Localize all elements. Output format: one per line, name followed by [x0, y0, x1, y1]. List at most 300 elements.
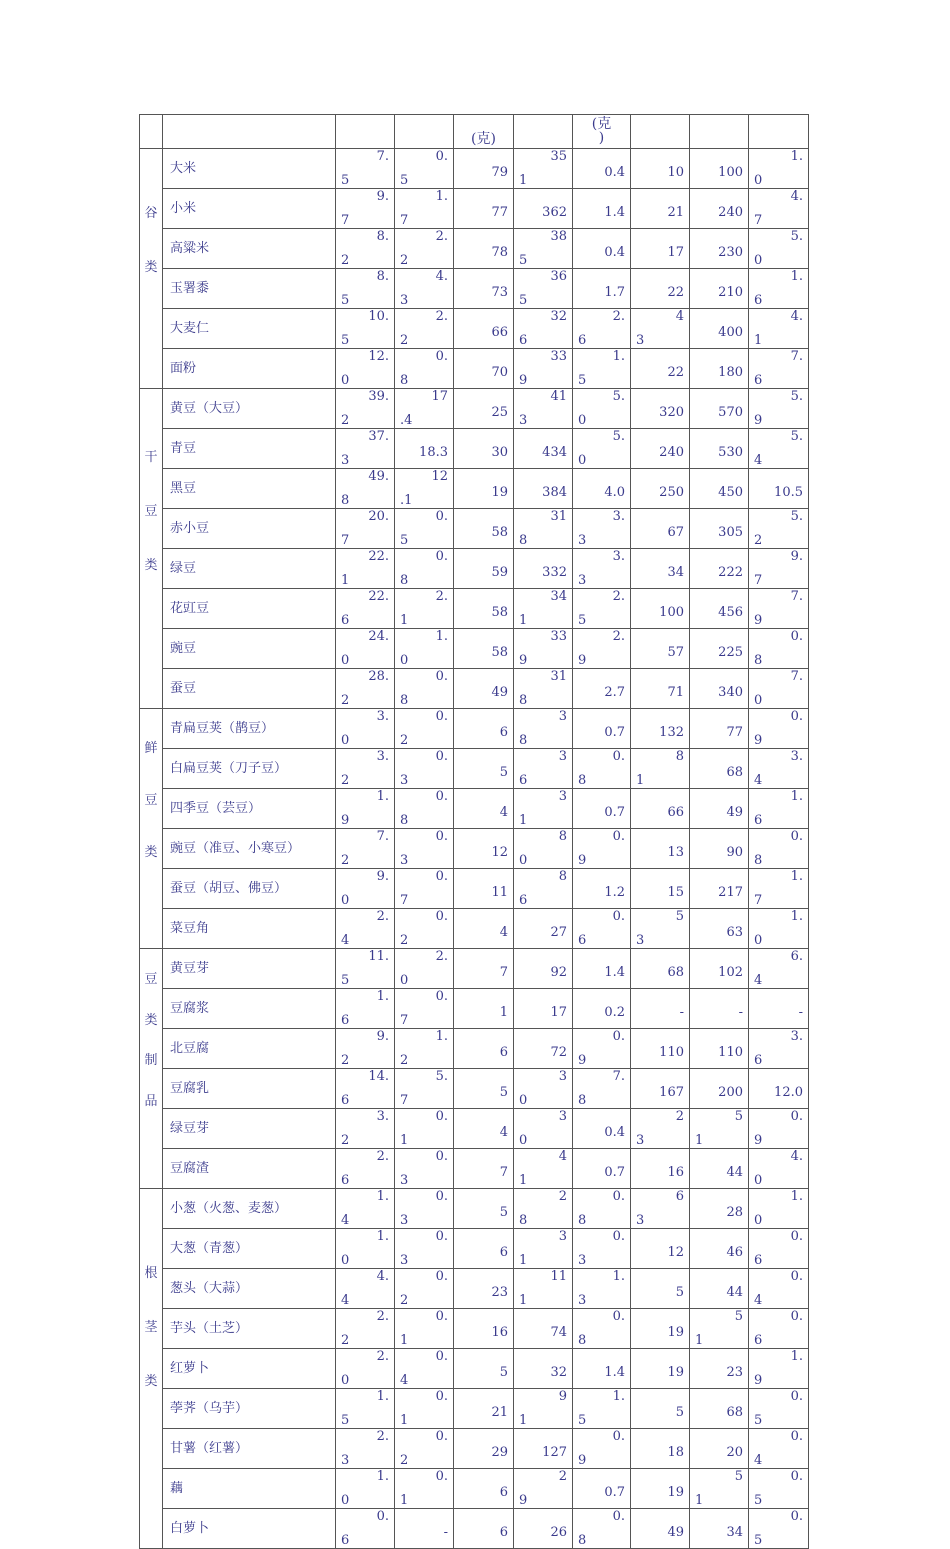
- value-part-upper: 3.: [376, 709, 389, 724]
- value-cell: [395, 189, 454, 229]
- value-cell: 320: [631, 389, 690, 429]
- category-char: 豆: [144, 504, 158, 519]
- value-part-upper: 2.: [376, 909, 389, 924]
- value-part-upper: 0.: [790, 1429, 803, 1444]
- header-row: [140, 115, 809, 149]
- food-name: 豌豆: [163, 629, 336, 669]
- value-cell: [336, 389, 395, 429]
- value-cell: 77: [454, 189, 514, 229]
- value-cell: 73: [454, 269, 514, 309]
- value-cell: [395, 509, 454, 549]
- value-cell: [395, 1229, 454, 1269]
- food-name: 面粉: [163, 349, 336, 389]
- value-cell: [395, 1149, 454, 1189]
- category-cell: [140, 149, 163, 389]
- value-part-lower: 3: [636, 1133, 645, 1148]
- value-cell: 0.2: [573, 989, 631, 1029]
- value-cell: [514, 349, 573, 389]
- value-cell: [395, 1029, 454, 1069]
- value-cell: [749, 629, 809, 669]
- value-cell: 4: [454, 789, 514, 829]
- value-cell: [749, 229, 809, 269]
- value-cell: 10.5: [749, 469, 809, 509]
- table-row: [140, 949, 809, 989]
- value-cell: 362: [514, 189, 573, 229]
- value-cell: 5: [631, 1269, 690, 1309]
- value-part-lower: 6: [754, 373, 763, 388]
- value-cell: [749, 869, 809, 909]
- value-part-lower: 7: [754, 213, 763, 228]
- table-row: [140, 1189, 809, 1229]
- value-cell: [573, 429, 631, 469]
- value-part-upper: 4.: [376, 1269, 389, 1284]
- value-part-upper: 0.: [790, 1509, 803, 1524]
- value-part-lower: 7: [754, 573, 763, 588]
- value-cell: [573, 309, 631, 349]
- value-part-lower: 2: [341, 773, 350, 788]
- value-part-lower: 9: [578, 853, 587, 868]
- value-cell: [749, 1509, 809, 1549]
- value-part-upper: 9: [558, 1389, 567, 1404]
- value-part-lower: 5: [578, 613, 587, 628]
- value-part-lower: 8: [400, 693, 409, 708]
- value-part-upper: 1.: [790, 1189, 803, 1204]
- value-part-upper: 2.: [435, 229, 448, 244]
- value-cell: -: [395, 1509, 454, 1549]
- category-char: 豆: [144, 793, 158, 808]
- value-part-upper: 0.: [435, 1229, 448, 1244]
- value-cell: 23: [454, 1269, 514, 1309]
- value-cell: [336, 309, 395, 349]
- value-cell: [631, 749, 690, 789]
- value-part-upper: 10.: [368, 309, 389, 324]
- value-part-lower: 9: [578, 1053, 587, 1068]
- value-cell: 6: [454, 1509, 514, 1549]
- value-cell: 74: [514, 1309, 573, 1349]
- value-cell: 19: [631, 1469, 690, 1509]
- value-cell: [336, 869, 395, 909]
- value-cell: [336, 509, 395, 549]
- value-part-upper: 0.: [790, 1469, 803, 1484]
- value-cell: 71: [631, 669, 690, 709]
- value-part-upper: 0.: [790, 629, 803, 644]
- value-part-upper: 0.: [612, 1189, 625, 1204]
- header-cell: [514, 115, 573, 149]
- value-part-lower: 2: [341, 253, 350, 268]
- value-part-upper: 3.: [376, 749, 389, 764]
- value-part-upper: 37.: [368, 429, 389, 444]
- value-cell: 0.7: [573, 789, 631, 829]
- value-part-lower: 6: [341, 1013, 350, 1028]
- value-part-upper: 9.: [376, 189, 389, 204]
- table-row: [140, 469, 809, 509]
- value-part-lower: 6: [578, 933, 587, 948]
- value-cell: [573, 1429, 631, 1469]
- value-cell: [749, 909, 809, 949]
- value-part-upper: 2.: [435, 309, 448, 324]
- value-cell: [749, 1469, 809, 1509]
- value-cell: 13: [631, 829, 690, 869]
- value-part-lower: 8: [578, 1333, 587, 1348]
- header-cell: [454, 115, 514, 149]
- value-part-upper: 0.: [612, 749, 625, 764]
- value-cell: [336, 1229, 395, 1269]
- value-part-lower: 8: [578, 773, 587, 788]
- value-cell: [573, 1269, 631, 1309]
- value-part-upper: 2.: [612, 629, 625, 644]
- value-part-lower: 6: [578, 333, 587, 348]
- value-cell: 46: [690, 1229, 749, 1269]
- food-name: 大米: [163, 149, 336, 189]
- value-part-lower: 4: [754, 453, 763, 468]
- value-cell: 0.4: [573, 1109, 631, 1149]
- value-cell: 0.7: [573, 1469, 631, 1509]
- value-cell: [573, 1189, 631, 1229]
- value-part-lower: 3: [400, 1213, 409, 1228]
- value-part-lower: 7: [400, 1013, 409, 1028]
- value-cell: [573, 1229, 631, 1269]
- value-part-upper: 2.: [612, 309, 625, 324]
- value-cell: [573, 549, 631, 589]
- value-cell: 12: [631, 1229, 690, 1269]
- value-cell: [573, 589, 631, 629]
- table-row: [140, 429, 809, 469]
- value-cell: 21: [454, 1389, 514, 1429]
- value-part-upper: 0.: [435, 1189, 448, 1204]
- value-part-upper: 5.: [790, 509, 803, 524]
- value-cell: 400: [690, 309, 749, 349]
- value-cell: 450: [690, 469, 749, 509]
- value-part-lower: 1: [400, 1333, 409, 1348]
- value-part-lower: 5: [578, 1413, 587, 1428]
- value-part-lower: 0: [341, 733, 350, 748]
- value-cell: 57: [631, 629, 690, 669]
- value-part-lower: 5: [341, 1413, 350, 1428]
- value-cell: 27: [514, 909, 573, 949]
- food-name: 黑豆: [163, 469, 336, 509]
- value-part-lower: 0: [754, 693, 763, 708]
- category-cell: [140, 389, 163, 709]
- value-cell: 49: [454, 669, 514, 709]
- value-part-upper: 5.: [790, 429, 803, 444]
- value-cell: 384: [514, 469, 573, 509]
- value-cell: 7: [454, 1149, 514, 1189]
- value-cell: 66: [454, 309, 514, 349]
- value-cell: 21: [631, 189, 690, 229]
- value-part-upper: 8.: [376, 269, 389, 284]
- value-cell: [749, 589, 809, 629]
- food-name: 赤小豆: [163, 509, 336, 549]
- value-part-upper: 7.: [376, 149, 389, 164]
- value-part-upper: 35: [550, 149, 567, 164]
- value-cell: 0.7: [573, 709, 631, 749]
- value-part-lower: 5: [341, 293, 350, 308]
- value-part-upper: 1.: [790, 789, 803, 804]
- value-part-upper: 5: [675, 909, 684, 924]
- value-cell: [336, 749, 395, 789]
- category-char: 类: [144, 260, 158, 275]
- food-name: 黄豆（大豆）: [163, 389, 336, 429]
- category-char: 品: [144, 1093, 158, 1109]
- value-cell: [514, 829, 573, 869]
- value-cell: [749, 1429, 809, 1469]
- value-cell: 167: [631, 1069, 690, 1109]
- category-char: 制: [144, 1053, 158, 1069]
- value-cell: 240: [690, 189, 749, 229]
- value-cell: [749, 1269, 809, 1309]
- value-part-lower: 7: [400, 213, 409, 228]
- value-cell: [395, 1189, 454, 1229]
- value-part-upper: 0.: [376, 1509, 389, 1524]
- value-cell: 68: [690, 749, 749, 789]
- table-row: [140, 909, 809, 949]
- value-part-upper: 2.: [435, 949, 448, 964]
- table-row: [140, 1429, 809, 1469]
- food-name: 豆腐渣: [163, 1149, 336, 1189]
- value-part-lower: 6: [341, 1533, 350, 1548]
- value-part-upper: 41: [550, 389, 567, 404]
- value-part-upper: 2.: [435, 589, 448, 604]
- value-part-upper: 7.: [790, 669, 803, 684]
- value-cell: [514, 789, 573, 829]
- value-cell: [749, 1389, 809, 1429]
- value-part-lower: 5: [400, 533, 409, 548]
- value-part-lower: .4: [400, 413, 413, 428]
- value-part-lower: 1: [519, 1173, 528, 1188]
- value-part-lower: 0: [400, 973, 409, 988]
- value-cell: 58: [454, 589, 514, 629]
- value-part-lower: 1: [341, 573, 350, 588]
- value-part-lower: 3: [636, 333, 645, 348]
- value-cell: [631, 309, 690, 349]
- value-part-lower: 6: [754, 293, 763, 308]
- value-cell: 100: [690, 149, 749, 189]
- food-name: 荸荠（乌芋）: [163, 1389, 336, 1429]
- value-cell: [395, 909, 454, 949]
- value-part-lower: 0: [754, 1213, 763, 1228]
- value-cell: [395, 549, 454, 589]
- header-label: (克): [471, 131, 496, 147]
- value-cell: 92: [514, 949, 573, 989]
- value-cell: 19: [631, 1309, 690, 1349]
- value-part-upper: 3: [558, 1109, 567, 1124]
- value-part-lower: 7: [341, 213, 350, 228]
- category-char: 豆: [144, 972, 158, 988]
- value-part-lower: 2: [400, 1053, 409, 1068]
- table-row: [140, 1269, 809, 1309]
- value-cell: [514, 589, 573, 629]
- value-cell: [514, 509, 573, 549]
- header-cell: [336, 115, 395, 149]
- header-cell: [140, 115, 163, 149]
- value-cell: 23: [690, 1349, 749, 1389]
- value-part-lower: 5: [341, 173, 350, 188]
- value-part-lower: 3: [578, 1293, 587, 1308]
- value-part-upper: 6.: [790, 949, 803, 964]
- food-name: 高粱米: [163, 229, 336, 269]
- value-part-lower: 1: [400, 1413, 409, 1428]
- value-cell: [514, 1189, 573, 1229]
- value-part-upper: 2.: [612, 589, 625, 604]
- value-part-lower: 8: [341, 493, 350, 508]
- value-part-upper: 8: [558, 829, 567, 844]
- table-row: [140, 749, 809, 789]
- value-cell: [395, 1389, 454, 1429]
- value-cell: [395, 1069, 454, 1109]
- value-part-upper: 1.: [376, 789, 389, 804]
- value-part-lower: 5: [578, 373, 587, 388]
- value-part-lower: 8: [519, 693, 528, 708]
- value-cell: 25: [454, 389, 514, 429]
- value-cell: [336, 1029, 395, 1069]
- value-cell: 20: [690, 1429, 749, 1469]
- table-row: [140, 309, 809, 349]
- value-part-lower: 5: [519, 293, 528, 308]
- value-cell: [336, 709, 395, 749]
- value-cell: [336, 349, 395, 389]
- value-part-upper: 0.: [790, 709, 803, 724]
- value-cell: [573, 1309, 631, 1349]
- value-cell: 305: [690, 509, 749, 549]
- value-cell: [573, 629, 631, 669]
- value-cell: 72: [514, 1029, 573, 1069]
- header-cell: [631, 115, 690, 149]
- value-cell: 32: [514, 1349, 573, 1389]
- value-cell: [336, 1389, 395, 1429]
- table-row: [140, 1389, 809, 1429]
- value-cell: 68: [631, 949, 690, 989]
- table-row: [140, 869, 809, 909]
- value-part-lower: 2: [754, 533, 763, 548]
- table-row: [140, 589, 809, 629]
- table-row: [140, 709, 809, 749]
- value-cell: [336, 589, 395, 629]
- value-part-lower: 2: [341, 1333, 350, 1348]
- value-cell: [749, 389, 809, 429]
- value-part-upper: 3: [558, 1069, 567, 1084]
- value-cell: 340: [690, 669, 749, 709]
- value-cell: [336, 269, 395, 309]
- value-cell: [395, 1349, 454, 1389]
- value-part-upper: 1.: [790, 269, 803, 284]
- value-part-upper: 1.: [376, 1469, 389, 1484]
- value-part-lower: 3: [400, 773, 409, 788]
- value-part-upper: 31: [550, 669, 567, 684]
- value-part-upper: 32: [550, 309, 567, 324]
- value-cell: 18.3: [395, 429, 454, 469]
- value-cell: 2.7: [573, 669, 631, 709]
- value-part-lower: 3: [636, 933, 645, 948]
- value-part-upper: 4.: [435, 269, 448, 284]
- value-part-upper: 0.: [435, 1309, 448, 1324]
- value-cell: [514, 1389, 573, 1429]
- value-part-upper: 0.: [435, 669, 448, 684]
- value-cell: 70: [454, 349, 514, 389]
- value-part-lower: 3: [400, 853, 409, 868]
- nutrition-table: [139, 114, 809, 1549]
- value-cell: 240: [631, 429, 690, 469]
- value-part-lower: 0: [578, 413, 587, 428]
- food-name: 葱头（大蒜）: [163, 1269, 336, 1309]
- header-cell: [573, 115, 631, 149]
- food-name: 白扁豆荚（刀子豆）: [163, 749, 336, 789]
- value-part-lower: 8: [578, 1213, 587, 1228]
- value-cell: [336, 189, 395, 229]
- value-cell: 6: [454, 1029, 514, 1069]
- value-cell: 1.4: [573, 1349, 631, 1389]
- value-part-upper: 0.: [435, 1269, 448, 1284]
- value-cell: [631, 909, 690, 949]
- value-part-upper: 1.: [790, 149, 803, 164]
- table-row: [140, 1029, 809, 1069]
- value-part-lower: 0: [519, 1093, 528, 1108]
- value-cell: [749, 1109, 809, 1149]
- table-row: [140, 189, 809, 229]
- value-part-upper: 1.: [376, 1389, 389, 1404]
- value-cell: [336, 149, 395, 189]
- value-part-lower: 0: [341, 653, 350, 668]
- value-part-upper: 5: [734, 1309, 743, 1324]
- value-part-lower: 2: [400, 253, 409, 268]
- value-cell: [336, 229, 395, 269]
- value-part-upper: 1.: [612, 1269, 625, 1284]
- value-part-lower: 6: [519, 893, 528, 908]
- value-cell: [395, 1429, 454, 1469]
- value-cell: [749, 549, 809, 589]
- value-part-lower: 5: [341, 333, 350, 348]
- value-part-lower: 8: [754, 853, 763, 868]
- table-row: [140, 549, 809, 589]
- value-part-lower: 3: [578, 533, 587, 548]
- value-part-lower: 3: [519, 413, 528, 428]
- value-cell: 34: [690, 1509, 749, 1549]
- value-cell: 30: [454, 429, 514, 469]
- value-part-lower: 3: [400, 1173, 409, 1188]
- value-cell: [336, 989, 395, 1029]
- value-cell: 110: [690, 1029, 749, 1069]
- value-part-upper: 28.: [368, 669, 389, 684]
- value-part-lower: 9: [754, 613, 763, 628]
- value-cell: [573, 1029, 631, 1069]
- value-cell: [395, 709, 454, 749]
- value-cell: [573, 829, 631, 869]
- value-cell: 59: [454, 549, 514, 589]
- value-part-upper: 0.: [435, 349, 448, 364]
- value-cell: 16: [631, 1149, 690, 1189]
- value-cell: [749, 1349, 809, 1389]
- value-part-lower: 5: [754, 1493, 763, 1508]
- value-part-lower: 8: [400, 373, 409, 388]
- value-part-lower: 8: [578, 1533, 587, 1548]
- value-part-upper: 0.: [790, 1229, 803, 1244]
- value-part-lower: 6: [341, 1093, 350, 1108]
- value-cell: [336, 429, 395, 469]
- value-cell: [573, 1509, 631, 1549]
- value-cell: 250: [631, 469, 690, 509]
- value-part-upper: 7.: [790, 349, 803, 364]
- value-part-upper: 0.: [435, 1429, 448, 1444]
- value-part-lower: 5: [341, 973, 350, 988]
- value-part-upper: 2: [675, 1109, 684, 1124]
- value-cell: [514, 1109, 573, 1149]
- value-cell: [514, 269, 573, 309]
- value-cell: [395, 149, 454, 189]
- value-cell: [514, 1469, 573, 1509]
- value-cell: [749, 1189, 809, 1229]
- table-row: [140, 1109, 809, 1149]
- value-part-upper: 4.: [790, 189, 803, 204]
- value-part-upper: 36: [550, 269, 567, 284]
